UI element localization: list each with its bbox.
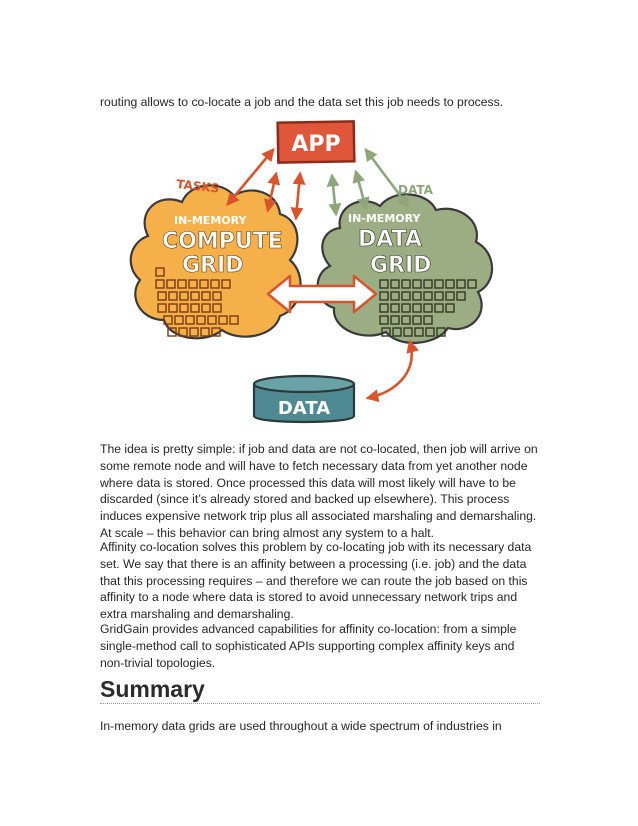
- data-label: DATA: [398, 183, 433, 197]
- datagrid-title-line-1: DATA: [358, 227, 422, 252]
- task-arrow-3: [296, 174, 300, 218]
- data-storage-cylinder: [254, 376, 354, 422]
- summary-first-line: In-memory data grids are used throughout a wide spectrum of industries in: [100, 719, 502, 733]
- datagrid-small-label: IN-MEMORY: [348, 212, 421, 225]
- affinity-diagram: [118, 116, 522, 432]
- compute-small-label: IN-MEMORY: [174, 214, 247, 227]
- paragraph-affinity: Affinity co-location solves this problem by co-locating job with its necessary data set. We say that there is an affinity between a processing (i.e. job) and the data that this processing requires – and therefore we can route the job based on this affinity to a node where data is stored to avoid unnecessary network trips and extra marshaling and demarshaling.: [100, 540, 532, 622]
- app-box: [278, 121, 355, 162]
- data-arrow-1: [332, 176, 336, 214]
- paragraph-problem: The idea is pretty simple: if job and data are not co-located, then job will arrive on some remote node and will have to fetch necessary data from yet another node where data is stored. Once processed this data will most likely will have to be discarded (since it’s already stored and backed up elsewhere). This process induces expensive network trip plus all associated marshaling and demarshaling. At scale – this behavior can bring almost any system to a halt.: [100, 442, 538, 540]
- compute-grid-cloud: [131, 185, 301, 338]
- intro-paragraph: routing allows to co-locate a job and the data set this job needs to process.: [100, 95, 504, 109]
- data-arrow-3: [366, 150, 408, 206]
- app-label: APP: [291, 132, 341, 157]
- tasks-label: TASKS: [175, 177, 221, 196]
- compute-title-line-1: COMPUTE: [162, 229, 283, 254]
- data-grid-cloud: [318, 194, 492, 343]
- heading-dotted-rule: [100, 703, 540, 704]
- compute-title-line-2: GRID: [182, 253, 244, 278]
- section-heading-summary: Summary: [100, 676, 205, 702]
- diagram-svg: [118, 116, 522, 432]
- storage-arrow: [368, 342, 412, 398]
- datagrid-title-line-2: GRID: [370, 253, 432, 278]
- paragraph-gridgain: GridGain provides advanced capabilities for affinity co-location: from a simple single-method call to sophisticated APIs supporting complex affinity keys and non-trivial topologies.: [100, 622, 517, 670]
- storage-label: DATA: [277, 398, 331, 419]
